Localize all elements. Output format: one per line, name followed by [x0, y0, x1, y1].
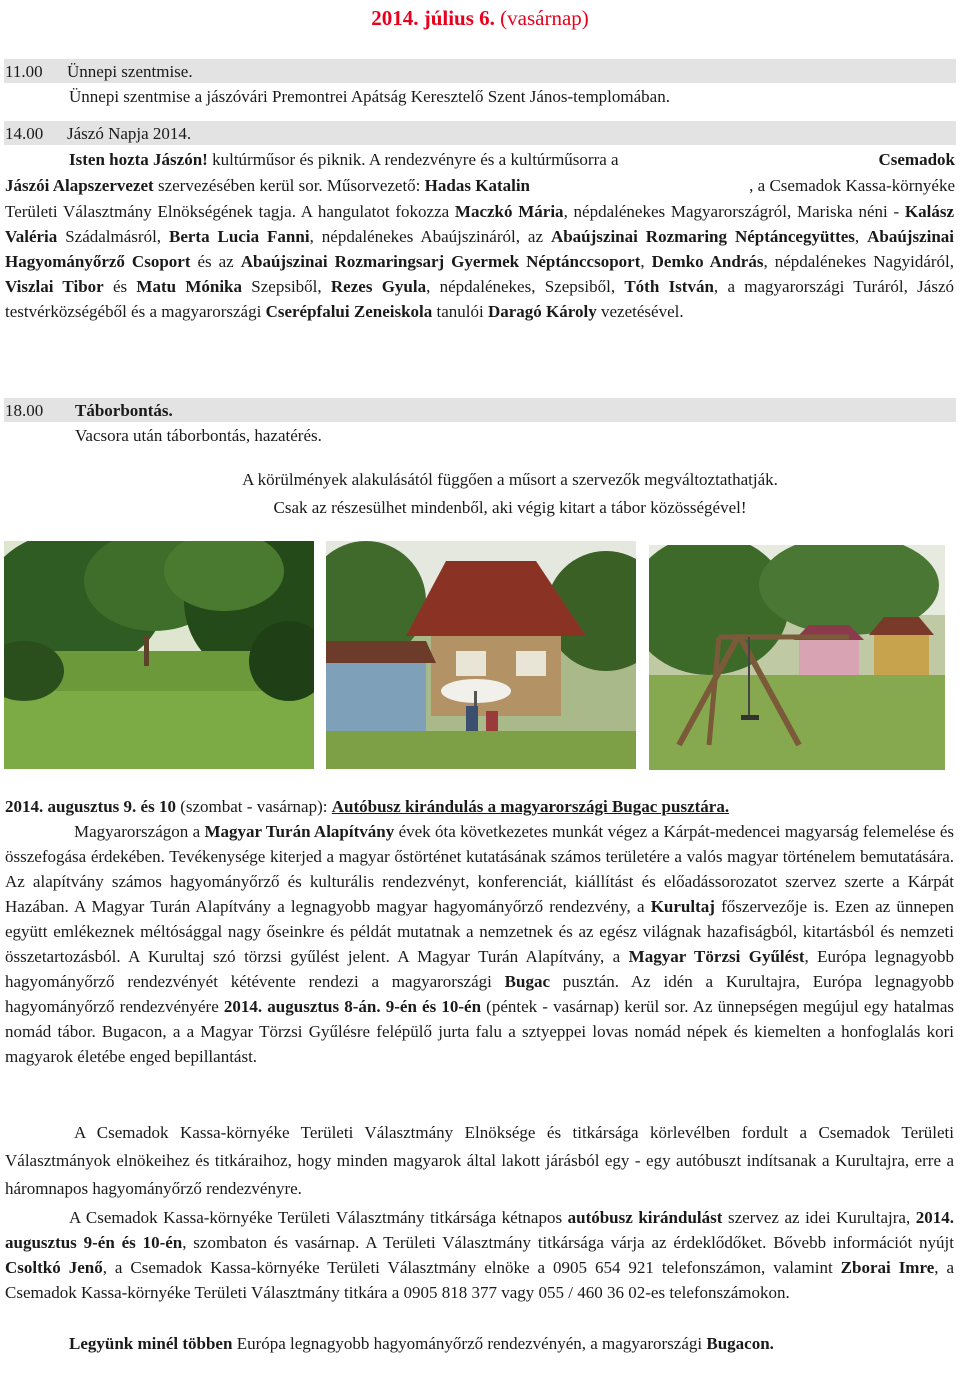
meadow-trees-photo [4, 541, 314, 769]
trip-heading-run-0: 2014. augusztus 9. és 10 [5, 797, 176, 816]
date-heading-bold: 2014. július 6. [371, 6, 495, 30]
item2-body-run-9: Abaújszinai Hagyományőrző Csoport [5, 227, 955, 271]
trip-paragraph-1-text [5, 819, 954, 1069]
item2-line2 [5, 173, 955, 198]
playground-swings-photo [649, 545, 945, 770]
trip-p1-run-1: Magyar Turán Alapítvány [204, 822, 395, 841]
item1-time: 11.00 [5, 62, 43, 81]
item2-body-run-0: Területi Választmány Elnökségének tagja. A hangulatot fokozza [5, 202, 455, 221]
item2-body-run-22: , a magyarországi Turáról, Jászó testvérközségéből és a magyarországi [5, 277, 954, 321]
item1-title-row [5, 59, 955, 84]
trip-p1-run-9: 2014. augusztus 8-án. 9-én és 10-én [223, 997, 482, 1016]
item2-body-run-1: Maczkó Mária [454, 202, 564, 221]
trip-p2-run-0: A Csemadok Kassa-környéke Területi Választmány Elnöksége és titkársága körlevélben fordult a Csemadok Területi Választmányok elnökeihez és titkáraihoz, hogy minden magyarok által lakott járásból egy - egy autóbuszt indítsanak a Kurultajra, erre a háromnapos hagyományőrző rendezvényre. [5, 1123, 954, 1198]
item2-csemadok: Csemadok [878, 150, 955, 169]
item2-body-run-25: Daragó Károly [487, 302, 597, 321]
item2-host: Hadas Katalin [424, 176, 531, 195]
trip-paragraph-4-text [5, 1331, 954, 1356]
item2-body-run-13: Demko András [651, 252, 764, 271]
item2-line1 [69, 147, 955, 172]
item2-body-run-26: vezetésével. [596, 302, 684, 321]
date-heading-day: (vasárnap) [494, 6, 589, 30]
trip-p3-run-1: autóbusz kirándulást [567, 1208, 723, 1227]
trip-p1-run-2: évek óta következetes munkát végez a Kárpát-medencei magyarság felemelése és összefogása érdekében. Tevékenysége kiterjed a magyar őstörténet kutatásának számos területére a valós magyar történelem bemutatására. Az alapítvány számos hagyományőrző és kulturális rendezvényt, konferenciát, kiállítást és előadássorozatot szervez szerte a Kárpát Hazában. A Magyar Turán Alapítvány a legnagyobb magyar hagyományőrző rendezvény, a [5, 822, 954, 916]
item2-body-run-11: Abaújszinai Rozmaringsarj Gyermek Néptánccsoport [240, 252, 641, 271]
trip-heading [5, 794, 954, 819]
trip-p1-run-8: pusztán. Az idén a Kurultajra, Európa legnagyobb hagyományőrző rendezvényére [5, 972, 954, 1016]
trip-p1-run-4: főszervezője is. Ezen az ünnepen együtt emlékeznek méltósággal nagy őseinkre és példát mutatnak a nemzetnek és az egész világnak hazafiságból, kitartásból és nemzeti összetartozásból. A Kurultaj szó törzsi gyűlést jelent. A Magyar Turán Alapítvány, a [5, 897, 954, 966]
item2-time: 14.00 [5, 124, 44, 143]
item2-body-run-24: tanulói [432, 302, 488, 321]
trip-paragraph-4 [5, 1331, 954, 1356]
trip-p4-run-0: Legyünk minél többen [69, 1334, 233, 1353]
item2-body-run-7: Abaújszinai Rozmaring Néptáncegyüttes [550, 227, 855, 246]
cabins-umbrella-photo [326, 541, 636, 769]
trip-heading-run-2: Autóbusz kirándulás a magyarországi Bugac pusztára. [331, 797, 730, 816]
item2-body [5, 199, 954, 324]
trip-p1-run-3: Kurultaj [650, 897, 715, 916]
item2-body-run-10: és az [190, 252, 241, 271]
item2-title: Jászó Napja 2014. [67, 124, 192, 143]
item2-body-run-5: Berta Lucia Fanni [169, 227, 310, 246]
trip-p1-run-0: Magyarországon a [74, 822, 205, 841]
item2-body-run-6: , népdalénekes Abaújszináról, az [309, 227, 551, 246]
trip-p3-run-7: Zborai Imre [840, 1258, 935, 1277]
trip-heading-run-1: (szombat - vasárnap): [175, 797, 332, 816]
trip-p3-run-6: , a Csemadok Kassa-környéke Területi Választmány elnöke a 0905 654 921 telefonszámon, valamint [102, 1258, 841, 1277]
trip-paragraph-1 [5, 819, 954, 1069]
item2-title-row [5, 121, 955, 146]
trip-p3-run-4: , szombaton és vasárnap. A Területi Választmány titkársága várja az érdeklődőket. Bővebb információt nyújt [182, 1233, 954, 1252]
item2-body-run-15: Viszlai Tibor [5, 277, 104, 296]
item2-body-run-3: Kalász Valéria [5, 202, 954, 246]
item2-body-run-19: Rezes Gyula [330, 277, 427, 296]
item2-body-run-4: Szádalmásról, [57, 227, 169, 246]
trip-p4-run-2: Bugacon. [706, 1334, 774, 1353]
item2-body-run-8: , [854, 227, 868, 246]
trip-paragraph-2 [5, 1119, 954, 1203]
item1-title: Ünnepi szentmise. [67, 62, 193, 81]
trip-p1-run-6: , Európa legnagyobb hagyományőrző rendezvényét kétévente rendezi a magyarországi [5, 947, 954, 991]
item2-body-run-18: Szepsiből, [242, 277, 331, 296]
trip-p1-run-10: (péntek - vasárnap) kerül sor. Az ünnepségen megújul egy hatalmas nomád tábor. Bugacon, a a Magyar Törzsi Gyűlésre felépülő jurta falu a sztyeppei lovas nomád népek és kiemelten a honfoglalás kori magyarok életébe enged bepillantást. [5, 997, 955, 1066]
trip-p4-run-1: Európa legnagyobb hagyományőrző rendezvényén, a magyarországi [232, 1334, 707, 1353]
trip-heading-text [5, 794, 954, 819]
item2-body-run-2: , népdalénekes Magyarországról, Mariska néni - [563, 202, 905, 221]
trip-paragraph-2-text [5, 1119, 954, 1203]
item3-title: Táborbontás. [75, 401, 173, 420]
trip-paragraph-3 [5, 1205, 954, 1305]
date-heading [0, 4, 960, 32]
item2-body-run-14: , népdalénekes Nagyidáról, [763, 252, 954, 271]
trip-p1-run-5: Magyar Törzsi Gyűlést [628, 947, 805, 966]
item3-title-row [5, 398, 955, 423]
item2-body-run-23: Cserépfalui Zeneiskola [265, 302, 433, 321]
item2-body-run-17: Matu Mónika [136, 277, 243, 296]
trip-p3-run-2: szervez az idei Kurultajra, [722, 1208, 916, 1227]
trip-p3-run-3: 2014. augusztus 9-én és 10-én [5, 1208, 954, 1252]
trip-p1-run-7: Bugac [504, 972, 551, 991]
item3-description: Vacsora után táborbontás, hazatérés. [75, 426, 322, 445]
notice-line2: Csak az részesülhet mindenből, aki végig kitart a tábor közösségével! [273, 498, 747, 517]
item2-greeting: Isten hozta Jászón! [69, 150, 208, 169]
item2-org: Jászói Alapszervezet [5, 176, 154, 195]
item2-body-text [5, 199, 954, 324]
item2-line2-tail: , a Csemadok Kassa-környéke [749, 176, 955, 195]
item1-description: Ünnepi szentmise a jászóvári Premontrei Apátság Keresztelő Szent János-templomában. [69, 87, 670, 106]
trip-p3-run-0: A Csemadok Kassa-környéke Területi Választmány titkársága kétnapos [69, 1208, 568, 1227]
item2-line1-text: kultúrműsor és piknik. A rendezvényre és a kultúrműsorra a [207, 150, 619, 169]
item3-time: 18.00 [5, 401, 44, 420]
trip-p3-run-8: , a Csemadok Kassa-környéke Területi Választmány titkára a 0905 818 377 vagy 055 / 460 36 02-es telefonszámokon. [5, 1258, 955, 1302]
item2-line2-text: szervezésében kerül sor. Műsorvezető: [153, 176, 425, 195]
trip-p3-run-5: Csoltkó Jenő [5, 1258, 103, 1277]
item2-body-run-21: Tóth István [624, 277, 714, 296]
item2-body-run-12: , [640, 252, 652, 271]
item2-body-run-16: és [103, 277, 137, 296]
trip-paragraph-3-text [5, 1205, 954, 1305]
item2-body-run-20: , népdalénekes, Szepsiből, [426, 277, 625, 296]
notice-line1: A körülmények alakulásától függően a műsort a szervezők megváltoztathatják. [242, 470, 778, 489]
